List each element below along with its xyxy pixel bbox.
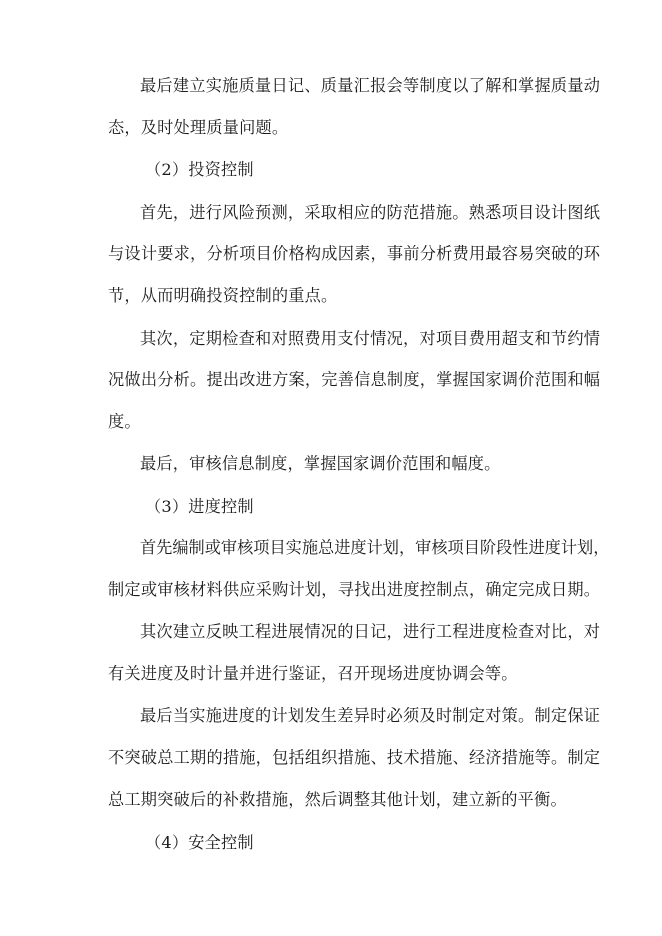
section-heading-safety-control: （4）安全控制 [145, 833, 254, 852]
section-heading-investment-control: （2）投资控制 [145, 160, 254, 179]
paragraph-schedule-last-line-2: 不突破总工期的措施，包括组织措施、技术措施、经济措施等。制定 [108, 748, 600, 767]
paragraph-schedule-second-line-2: 有关进度及时计量并进行鉴证，召开现场进度协调会等。 [108, 664, 518, 683]
paragraph-investment-second-line-3: 度。 [108, 412, 141, 431]
paragraph-schedule-last-line-1: 最后当实施进度的计划发生差异时必须及时制定对策。制定保证 [140, 706, 600, 725]
paragraph-investment-second-line-2: 况做出分析。提出改进方案，完善信息制度，掌握国家调价范围和幅 [108, 370, 600, 389]
paragraph-investment-second-line-1: 其次，定期检查和对照费用支付情况，对项目费用超支和节约情 [140, 329, 600, 348]
paragraph-investment-first-line-1: 首先，进行风险预测，采取相应的防范措施。熟悉项目设计图纸 [140, 203, 600, 222]
paragraph-investment-last-line-1: 最后，审核信息制度，掌握国家调价范围和幅度。 [140, 454, 501, 473]
paragraph-schedule-first-line-2: 制定或审核材料供应采购计划，寻找出进度控制点，确定完成日期。 [108, 580, 600, 599]
paragraph-schedule-second-line-1: 其次建立反映工程进展情况的日记，进行工程进度检查对比，对 [140, 622, 600, 641]
paragraph-investment-first-line-3: 节，从而明确投资控制的重点。 [108, 286, 338, 305]
paragraph-schedule-first-line-1: 首先编制或审核项目实施总进度计划，审核项目阶段性进度计划， [140, 538, 610, 557]
paragraph-investment-first-line-2: 与设计要求，分析项目价格构成因素，事前分析费用最容易突破的环 [108, 244, 600, 263]
paragraph-schedule-last-line-3: 总工期突破后的补救措施，然后调整其他计划，建立新的平衡。 [108, 790, 567, 809]
paragraph-quality-closing-line-1: 最后建立实施质量日记、质量汇报会等制度以了解和掌握质量动 [140, 76, 600, 95]
paragraph-quality-closing-line-2: 态，及时处理质量问题。 [108, 118, 289, 137]
section-heading-schedule-control: （3）进度控制 [145, 497, 254, 516]
